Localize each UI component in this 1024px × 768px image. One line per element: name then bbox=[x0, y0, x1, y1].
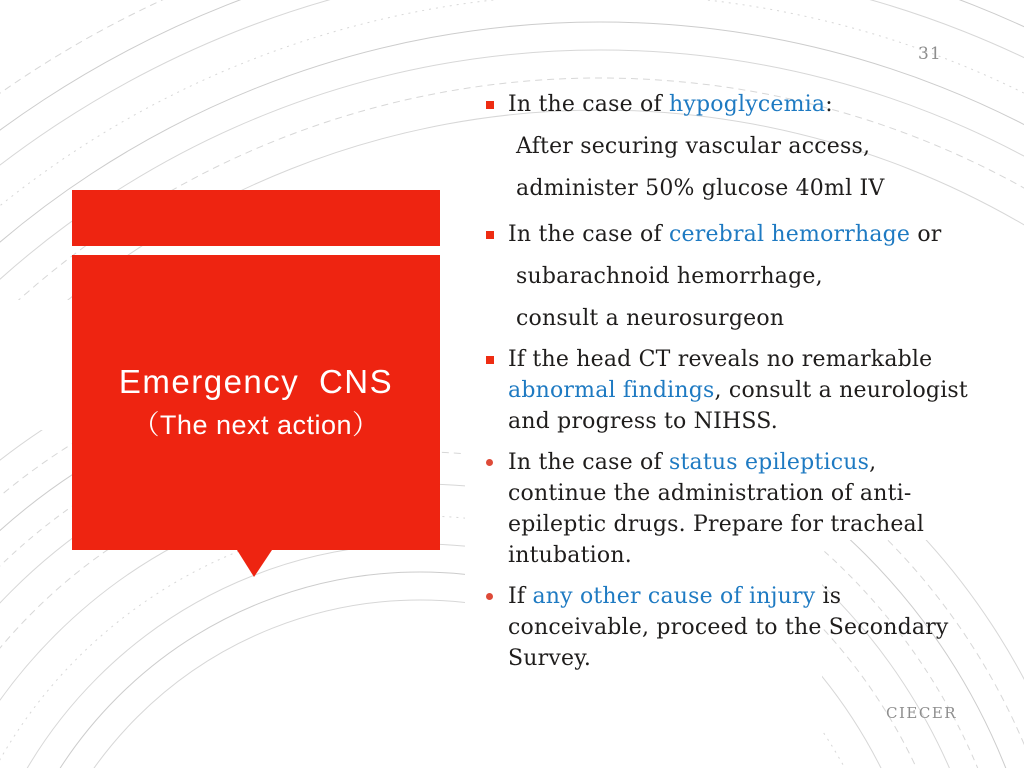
text-run: In the case of bbox=[508, 222, 669, 247]
callout-pointer-icon bbox=[237, 550, 272, 577]
bullet-text-line bbox=[508, 168, 1011, 210]
bullet-text-line bbox=[508, 447, 1011, 478]
bullet-text-line bbox=[508, 406, 1011, 437]
text-run: subarachnoid hemorrhage, bbox=[516, 264, 823, 289]
bullet-text bbox=[508, 447, 1011, 571]
text-run: If the head CT reveals no remarkable bbox=[508, 347, 933, 372]
callout-box bbox=[72, 255, 440, 550]
bullet-text bbox=[508, 84, 1011, 210]
slide-title: Emergency CNS bbox=[118, 362, 394, 400]
bullet-text bbox=[508, 581, 1011, 674]
dot-bullet-icon bbox=[486, 459, 493, 466]
bullet-item bbox=[486, 581, 1011, 674]
text-run: : bbox=[825, 92, 833, 117]
dot-bullet-icon bbox=[486, 593, 493, 600]
text-run: is bbox=[815, 584, 842, 609]
square-bullet-icon bbox=[486, 356, 494, 364]
square-bullet-icon bbox=[486, 231, 494, 239]
text-run: epileptic drugs. Prepare for tracheal bbox=[508, 512, 925, 537]
text-run: administer 50% glucose 40ml IV bbox=[516, 176, 885, 201]
text-run: If bbox=[508, 584, 533, 609]
text-run: , bbox=[869, 450, 877, 475]
highlighted-term: hypoglycemia bbox=[669, 92, 826, 117]
square-bullet-icon bbox=[486, 101, 494, 109]
highlighted-term: cerebral hemorrhage bbox=[669, 222, 911, 247]
bullet-text-line bbox=[508, 344, 1011, 375]
slide-subtitle: （The next action） bbox=[132, 410, 380, 441]
bullet-text bbox=[508, 214, 1011, 340]
text-run: Survey. bbox=[508, 646, 592, 671]
bullet-text-line bbox=[508, 540, 1011, 571]
bullet-text-line bbox=[508, 375, 1011, 406]
bullet-text-line bbox=[508, 214, 1011, 256]
bullet-text-line bbox=[508, 509, 1011, 540]
page-number: 31 bbox=[918, 44, 942, 64]
bullet-text-line bbox=[508, 612, 1011, 643]
bullet-text-line bbox=[508, 581, 1011, 612]
text-run: After securing vascular access, bbox=[516, 134, 871, 159]
highlighted-term: any other cause of injury bbox=[532, 584, 816, 609]
text-run: and progress to NIHSS. bbox=[508, 409, 778, 434]
bullet-text-line bbox=[508, 126, 1011, 168]
text-run: In the case of bbox=[508, 450, 669, 475]
bullet-text-line bbox=[508, 84, 1011, 126]
bullet-item bbox=[486, 447, 1011, 571]
bullet-item bbox=[486, 344, 1011, 437]
bullet-text-line bbox=[508, 298, 1011, 340]
bullet-text-line bbox=[508, 643, 1011, 674]
bullet-list bbox=[486, 84, 1011, 674]
bullet-item bbox=[486, 214, 1011, 340]
footer-logo: CIECER bbox=[886, 704, 958, 722]
highlighted-term: abnormal findings bbox=[508, 378, 715, 403]
text-run: conceivable, proceed to the Secondary bbox=[508, 615, 949, 640]
text-run: , consult a neurologist bbox=[714, 378, 968, 403]
callout-top-bar bbox=[72, 190, 440, 246]
text-run: consult a neurosurgeon bbox=[516, 306, 785, 331]
bullet-text-line bbox=[508, 478, 1011, 509]
text-run: In the case of bbox=[508, 92, 669, 117]
text-run: intubation. bbox=[508, 543, 632, 568]
bullet-text bbox=[508, 344, 1011, 437]
highlighted-term: status epilepticus bbox=[669, 450, 870, 475]
text-run: or bbox=[910, 222, 942, 247]
text-run: continue the administration of anti- bbox=[508, 481, 912, 506]
bullet-text-line bbox=[508, 256, 1011, 298]
bullet-item bbox=[486, 84, 1011, 210]
